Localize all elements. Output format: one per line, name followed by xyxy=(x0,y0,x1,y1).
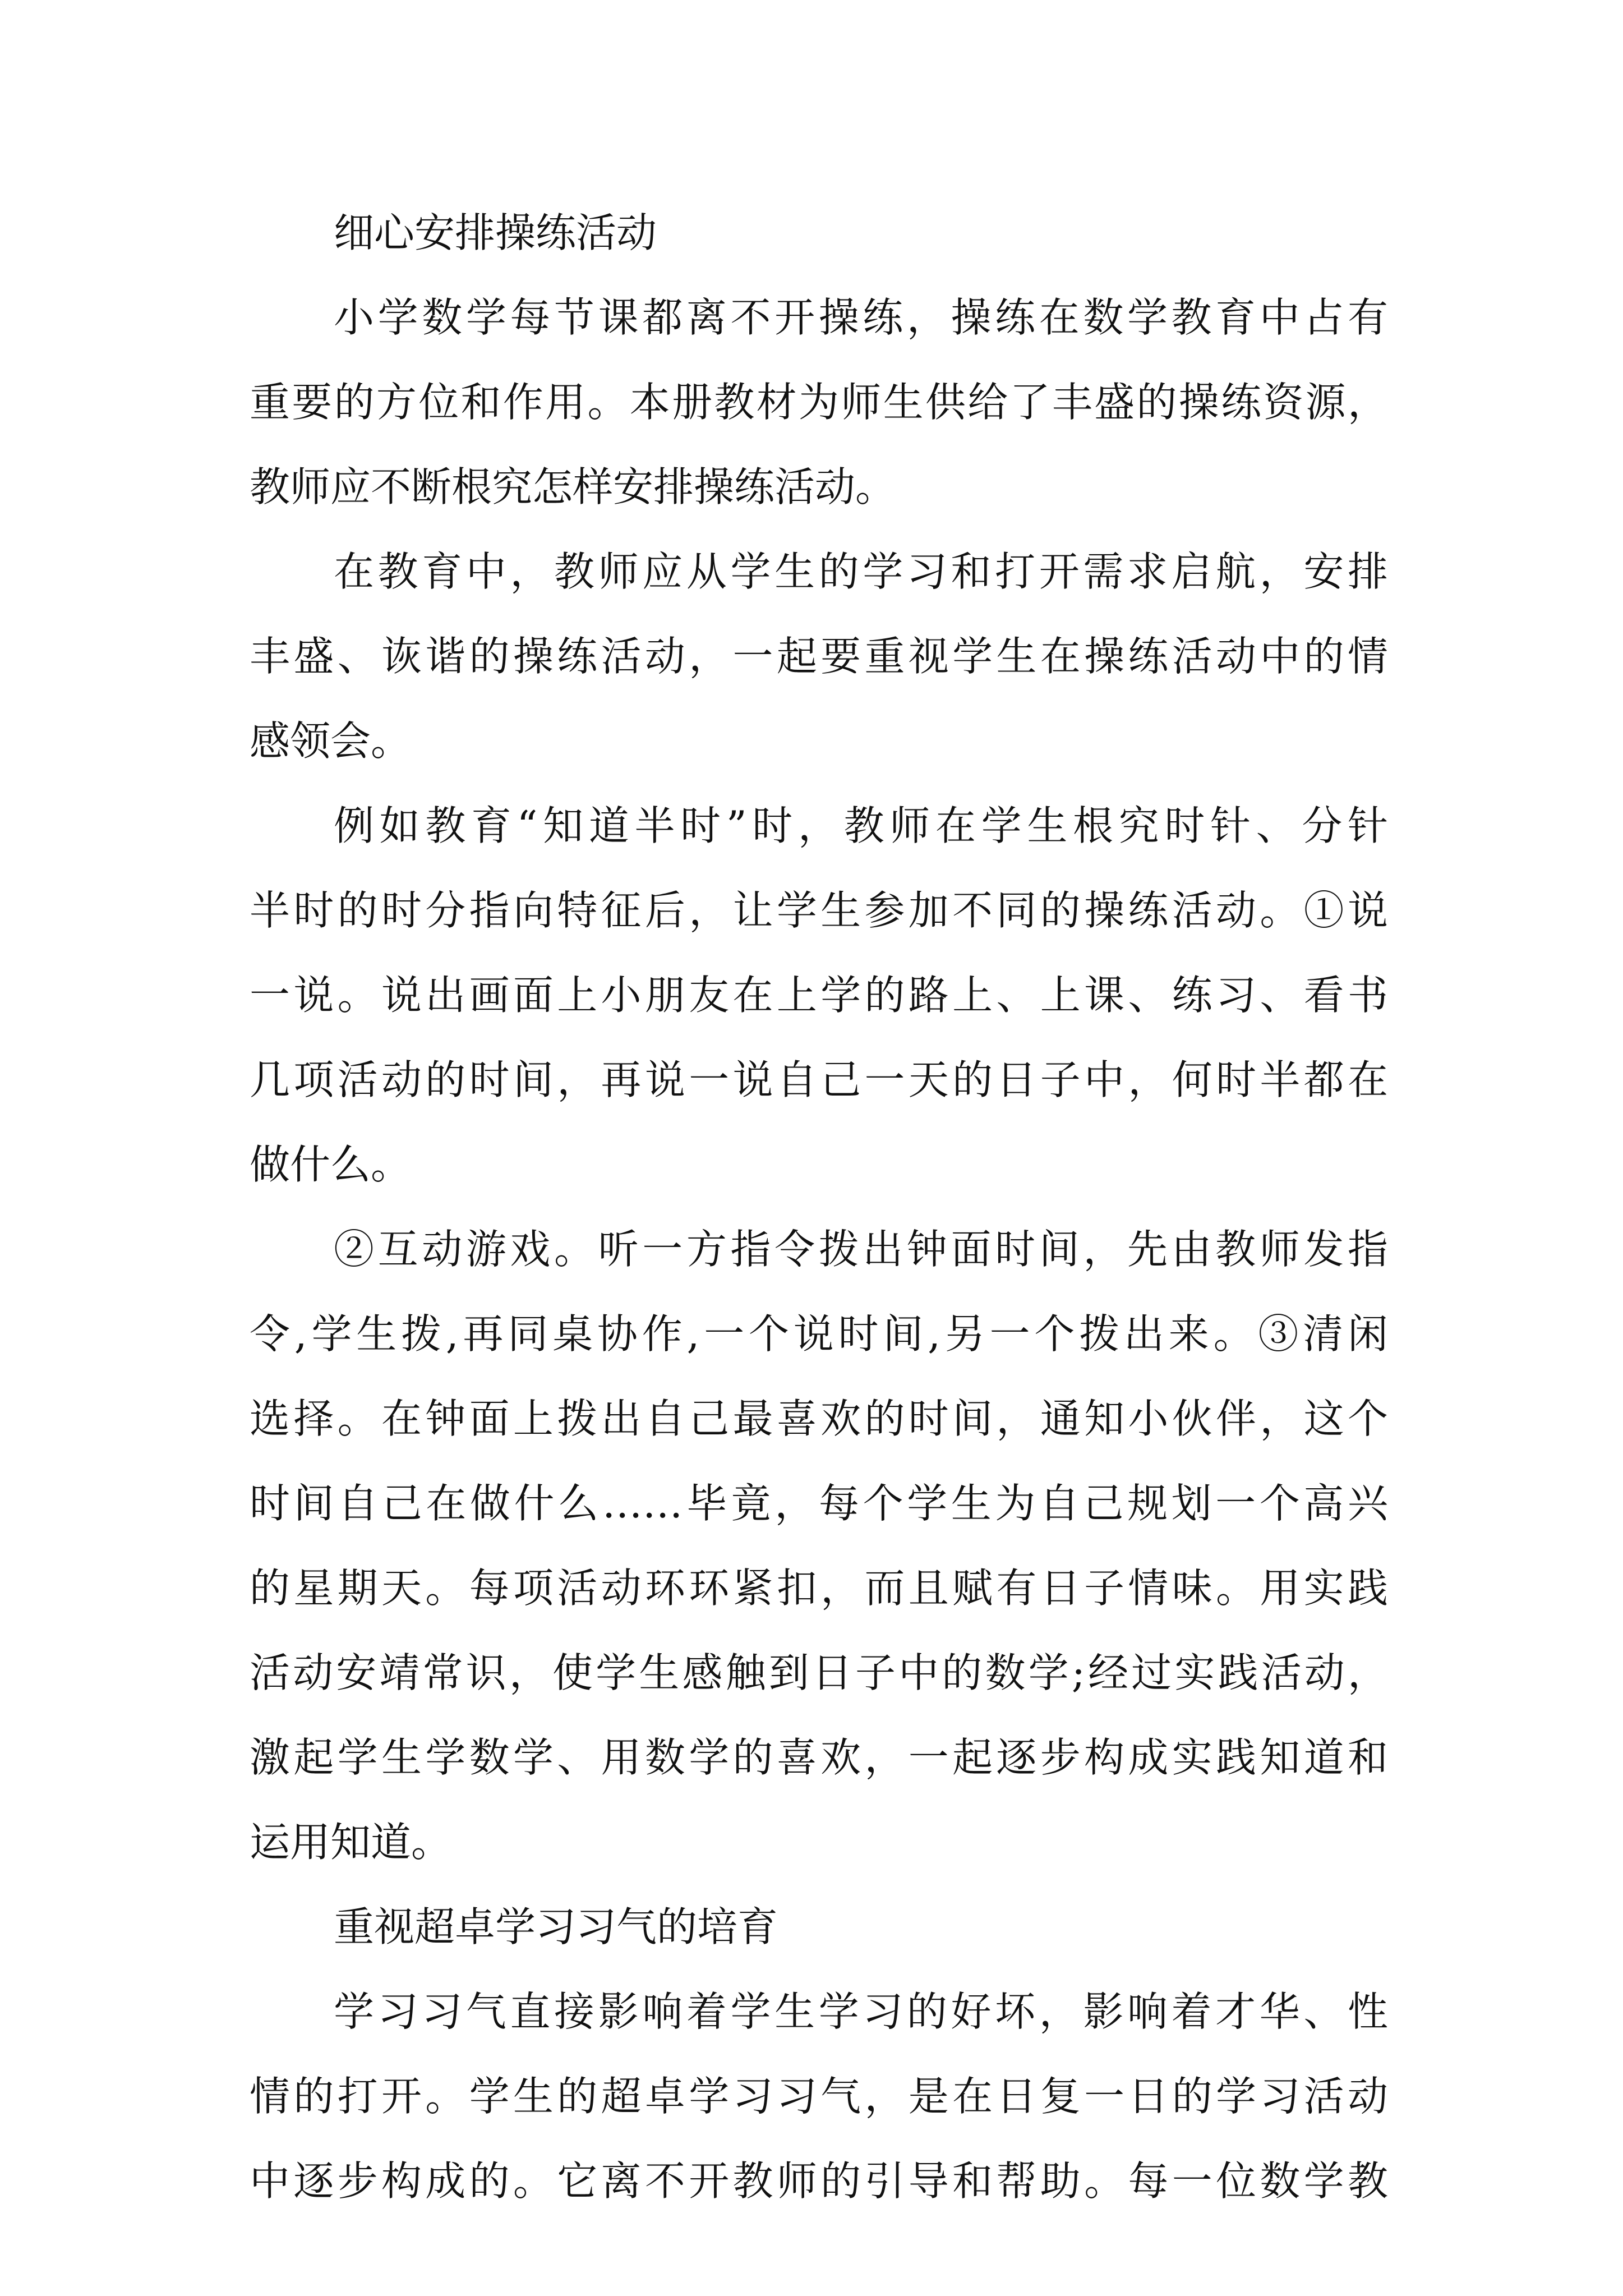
paragraph-line: 例如教育“知道半时”时，教师在学生根究时针、分针 xyxy=(334,802,1388,849)
section-heading: 细心安排操练活动 xyxy=(334,209,657,256)
paragraph-line: 教师应不断根究怎样安排操练活动。 xyxy=(250,463,896,510)
paragraph-line: 一说。说出画面上小朋友在上学的路上、上课、练习、看书 xyxy=(250,972,1388,1019)
paragraph-line: 几项活动的时间，再说一说自己一天的日子中，何时半都在 xyxy=(250,1056,1388,1103)
paragraph-line: 激起学生学数学、用数学的喜欢，一起逐步构成实践知道和 xyxy=(250,1734,1388,1781)
paragraph-line: 情的打开。学生的超卓学习习气，是在日复一日的学习活动 xyxy=(250,2073,1388,2120)
paragraph-line: 半时的时分指向特征后，让学生参加不同的操练活动。①说 xyxy=(250,887,1388,934)
paragraph-line: 的星期天。每项活动环环紧扣，而且赋有日子情味。用实践 xyxy=(250,1565,1388,1612)
paragraph-line: 在教育中，教师应从学生的学习和打开需求启航，安排 xyxy=(334,548,1388,595)
paragraph-line: 选择。在钟面上拨出自己最喜欢的时间，通知小伙伴，这个 xyxy=(250,1395,1388,1442)
document-page xyxy=(250,191,1388,2224)
paragraph-line: 时间自己在做什么……毕竟，每个学生为自己规划一个高兴 xyxy=(250,1480,1388,1527)
section-heading: 重视超卓学习习气的培育 xyxy=(334,1903,778,1950)
paragraph-line: 做什么。 xyxy=(250,1141,412,1188)
paragraph-line: 丰盛、诙谐的操练活动，一起要重视学生在操练活动中的情 xyxy=(250,633,1388,680)
paragraph-line: 学习习气直接影响着学生学习的好坏，影响着才华、性 xyxy=(334,1988,1388,2035)
paragraph-line: 运用知道。 xyxy=(250,1819,452,1866)
paragraph-line: 感领会。 xyxy=(250,717,412,765)
paragraph-line: 小学数学每节课都离不开操练，操练在数学教育中占有 xyxy=(334,294,1388,341)
paragraph-line: 重要的方位和作用。本册教材为师生供给了丰盛的操练资源， xyxy=(250,379,1388,426)
paragraph-line: ②互动游戏。听一方指令拨出钟面时间，先由教师发指 xyxy=(334,1226,1388,1273)
paragraph-line: 令,学生拨,再同桌协作,一个说时间,另一个拨出来。③清闲 xyxy=(250,1310,1388,1358)
paragraph-line: 活动安靖常识，使学生感触到日子中的数学;经过实践活动， xyxy=(250,1649,1388,1696)
paragraph-line: 中逐步构成的。它离不开教师的引导和帮助。每一位数学教 xyxy=(250,2157,1388,2205)
